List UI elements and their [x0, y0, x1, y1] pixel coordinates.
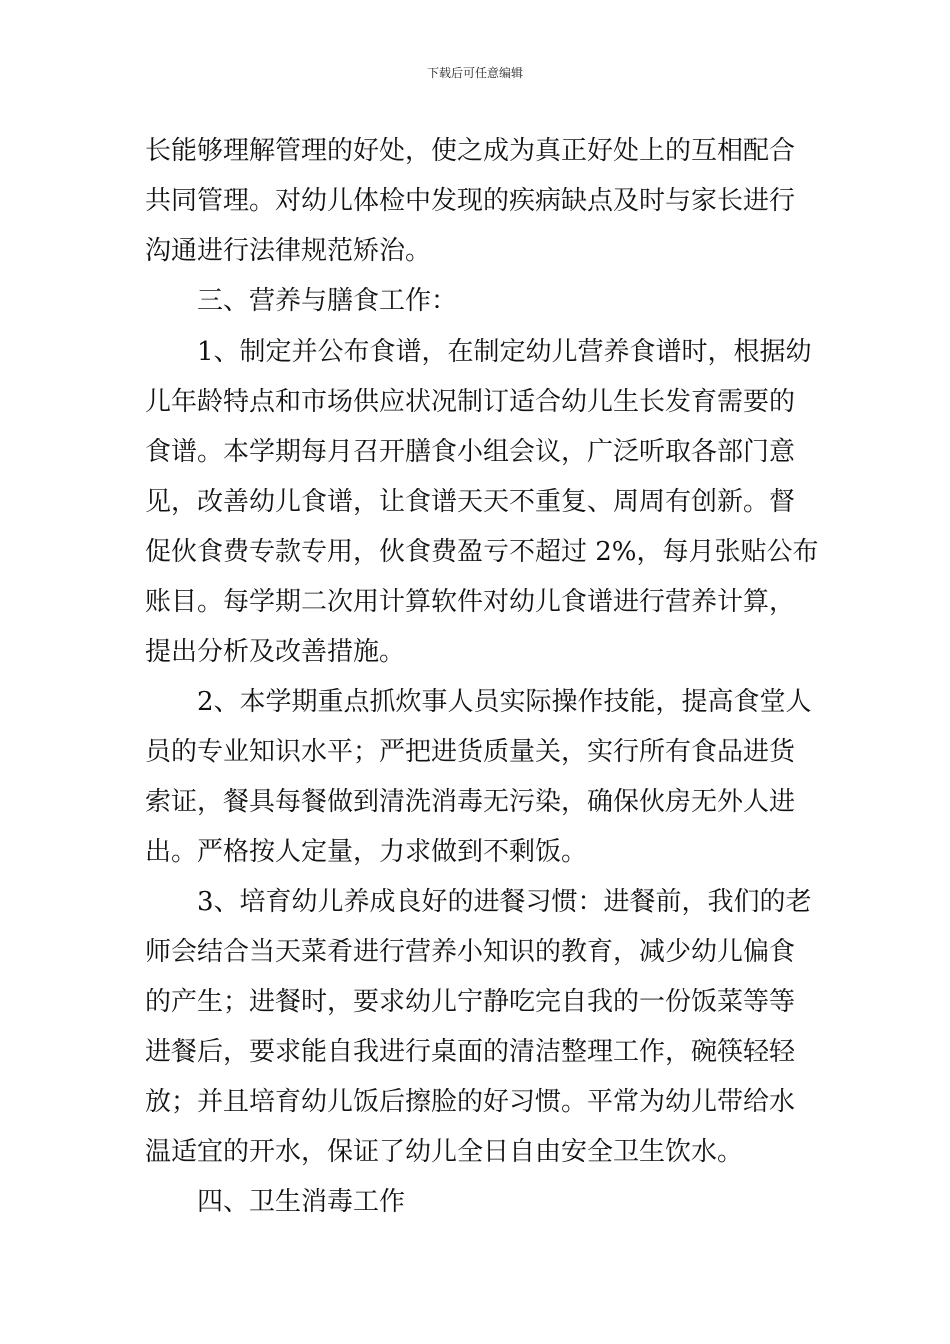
text-line: 共同管理。对幼儿体检中发现的疾病缺点及时与家长进行: [145, 186, 796, 216]
text-line: 提出分析及改善措施。: [145, 637, 406, 667]
text-line: 沟通进行法律规范矫治。: [145, 236, 432, 266]
text-line: 长能够理解管理的好处，使之成为真正好处上的互相配合: [145, 136, 796, 166]
text-line: 促伙食费专款专用，伙食费盈亏不超过 2%，每月张贴公布: [145, 537, 819, 567]
text-line: 索证，餐具每餐做到清洗消毒无污染，确保伙房无外人进: [145, 787, 796, 817]
text-line: 儿年龄特点和市场供应状况制订适合幼儿生长发育需要的: [145, 387, 796, 417]
text-line: 账目。每学期二次用计算软件对幼儿食谱进行营养计算，: [145, 587, 796, 617]
text-line: 食谱。本学期每月召开膳食小组会议，广泛听取各部门意: [145, 437, 796, 467]
paragraph-start: 1、制定并公布食谱，在制定幼儿营养食谱时，根据幼: [197, 337, 812, 367]
section-heading: 三、营养与膳食工作：: [197, 286, 458, 316]
text-line: 见，改善幼儿食谱，让食谱天天不重复、周周有创新。督: [145, 487, 796, 517]
text-line: 出。严格按人定量，力求做到不剩饭。: [145, 837, 588, 867]
section-heading: 四、卫生消毒工作: [197, 1187, 406, 1217]
paragraph-start: 3、培育幼儿养成良好的进餐习惯：进餐前，我们的老: [197, 887, 812, 917]
page-header: 下载后可任意编辑: [426, 66, 523, 80]
paragraph-start: 2、本学期重点抓炊事人员实际操作技能，提高食堂人: [197, 687, 812, 717]
text-line: 师会结合当天菜肴进行营养小知识的教育，减少幼儿偏食: [145, 937, 796, 967]
text-line: 温适宜的开水，保证了幼儿全日自由安全卫生饮水。: [145, 1137, 744, 1167]
text-line: 员的专业知识水平；严把进货质量关，实行所有食品进货: [145, 737, 796, 767]
text-line: 进餐后，要求能自我进行桌面的清洁整理工作，碗筷轻轻: [145, 1037, 796, 1067]
text-line: 放；并且培育幼儿饭后擦脸的好习惯。平常为幼儿带给水: [145, 1087, 796, 1117]
text-line: 的产生；进餐时，要求幼儿宁静吃完自我的一份饭菜等等: [145, 987, 796, 1017]
